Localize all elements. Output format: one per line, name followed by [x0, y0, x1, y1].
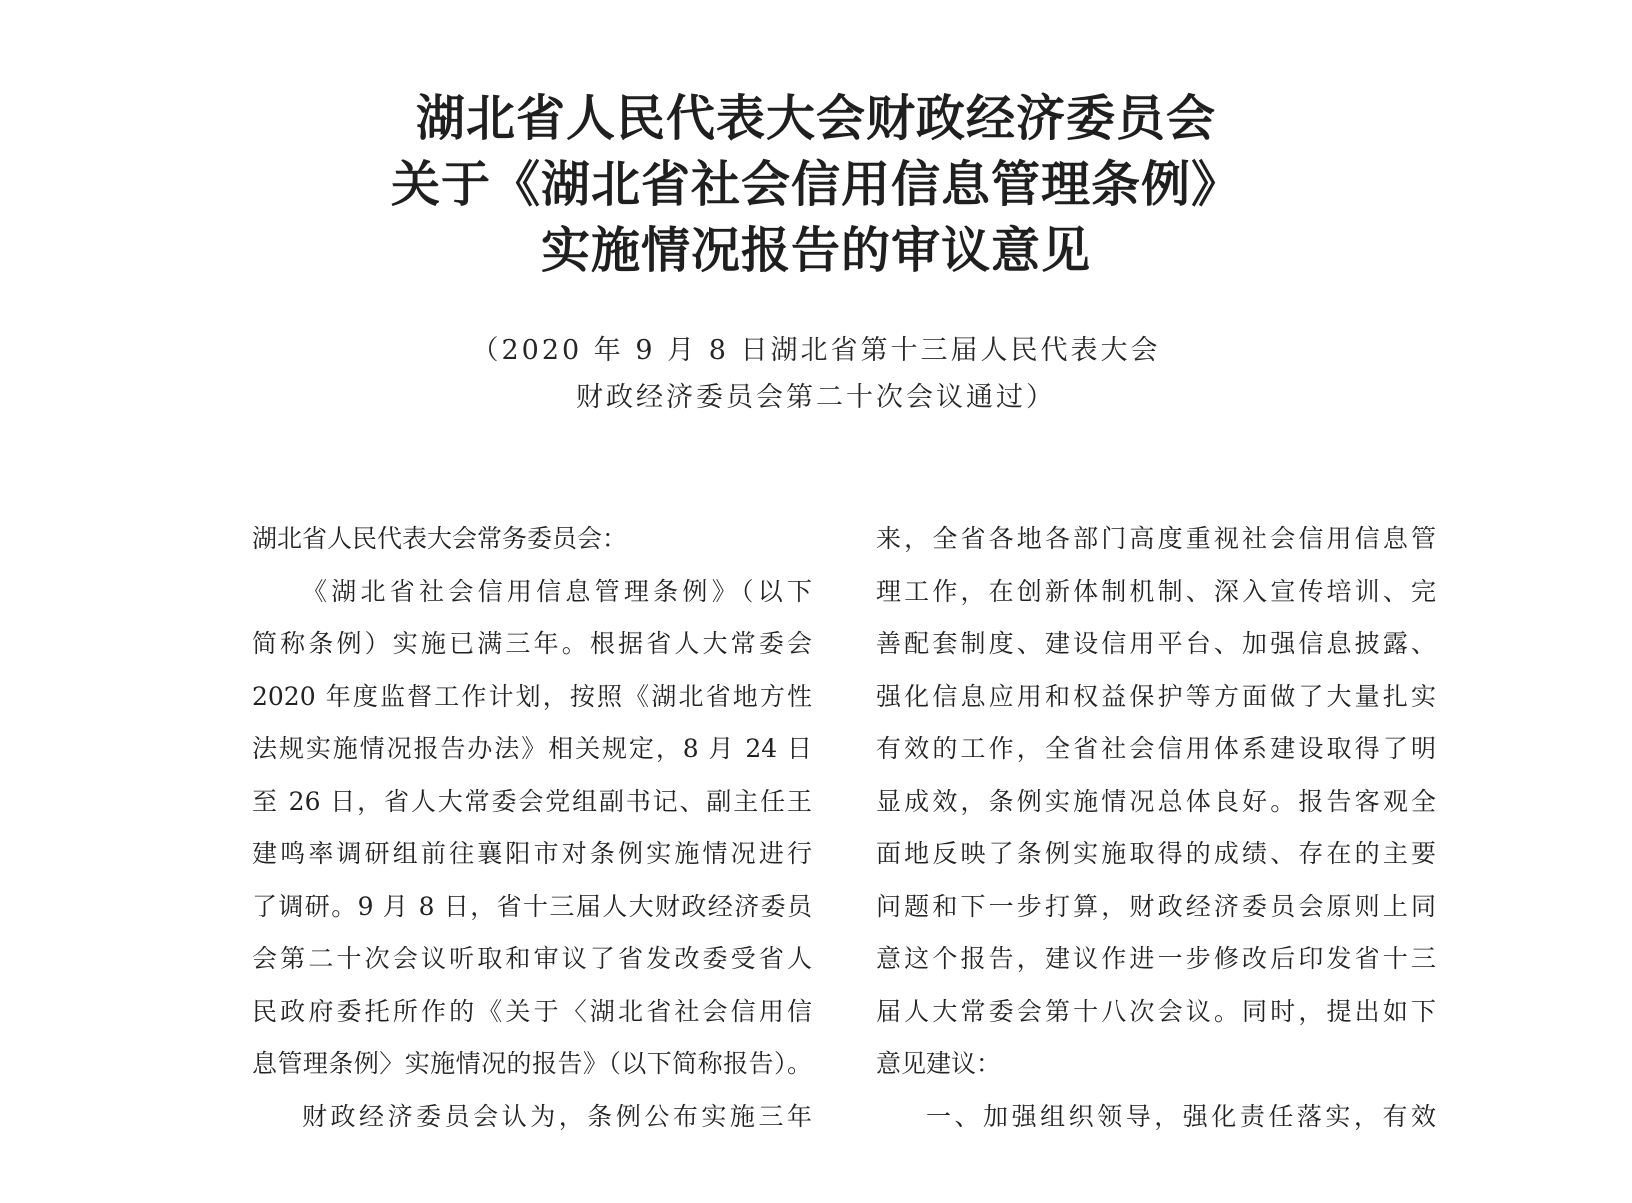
- left-line-11: 息管理条例〉实施情况的报告》（以下简称报告）。: [252, 1049, 812, 1078]
- left-line-7: 建鸣率调研组前往襄阳市对条例实施情况进行: [252, 839, 812, 868]
- left-line-9: 会第二十次会议听取和审议了省发改委受省人: [252, 944, 812, 973]
- left-line-5: 法规实施情况报告办法》相关规定，8 月 24 日: [252, 734, 812, 763]
- left-line-8: 了调研。9 月 8 日，省十三届人大财政经济委员: [252, 891, 812, 921]
- right-line-3: 善配套制度、建设信用平台、加强信息披露、: [876, 629, 1436, 658]
- left-line-2: 《湖北省社会信用信息管理条例》（以下: [302, 576, 812, 606]
- right-line-8: 问题和下一步打算，财政经济委员会原则上同: [876, 891, 1436, 921]
- right-line-9: 意这个报告，建议作进一步修改后印发省十三: [876, 944, 1436, 973]
- right-line-5: 有效的工作，全省社会信用体系建设取得了明: [876, 734, 1436, 763]
- left-line-10: 民政府委托所作的《关于〈湖北省社会信用信: [252, 996, 812, 1026]
- right-line-7: 面地反映了条例实施取得的成绩、存在的主要: [876, 839, 1436, 868]
- salutation: 湖北省人民代表大会常务委员会：: [252, 524, 628, 553]
- right-line-12: 一、加强组织领导，强化责任落实，有效: [926, 1101, 1436, 1131]
- subtitle-line-2: 财政经济委员会第二十次会议通过）: [576, 382, 1056, 413]
- subtitle-line-1: （2020 年 9 月 8 日湖北省第十三届人民代表大会: [471, 335, 1161, 366]
- right-line-4: 强化信息应用和权益保护等方面做了大量扎实: [876, 681, 1436, 711]
- title-line-3: 实施情况报告的审议意见: [540, 222, 1091, 279]
- right-line-1: 来，全省各地各部门高度重视社会信用信息管: [876, 524, 1436, 553]
- left-line-3: 简称条例）实施已满三年。根据省人大常委会: [252, 629, 812, 658]
- title-line-2: 关于《湖北省社会信用信息管理条例》: [390, 156, 1241, 213]
- left-line-4: 2020 年度监督工作计划，按照《湖北省地方性: [252, 681, 812, 711]
- left-text-column: [252, 513, 812, 1143]
- document-subtitle: [0, 327, 1632, 421]
- right-text-column: [876, 513, 1436, 1143]
- document-title: [0, 86, 1632, 284]
- right-line-2: 理工作，在创新体制机制、深入宣传培训、完: [876, 576, 1436, 606]
- left-line-12: 财政经济委员会认为，条例公布实施三年: [302, 1101, 812, 1131]
- left-line-6: 至 26 日，省人大常委会党组副书记、副主任王: [252, 786, 812, 816]
- right-line-10: 届人大常委会第十八次会议。同时，提出如下: [876, 996, 1436, 1026]
- right-line-11: 意见建议：: [876, 1049, 1002, 1078]
- title-line-1: 湖北省人民代表大会财政经济委员会: [415, 90, 1216, 147]
- right-line-6: 显成效，条例实施情况总体良好。报告客观全: [876, 786, 1436, 816]
